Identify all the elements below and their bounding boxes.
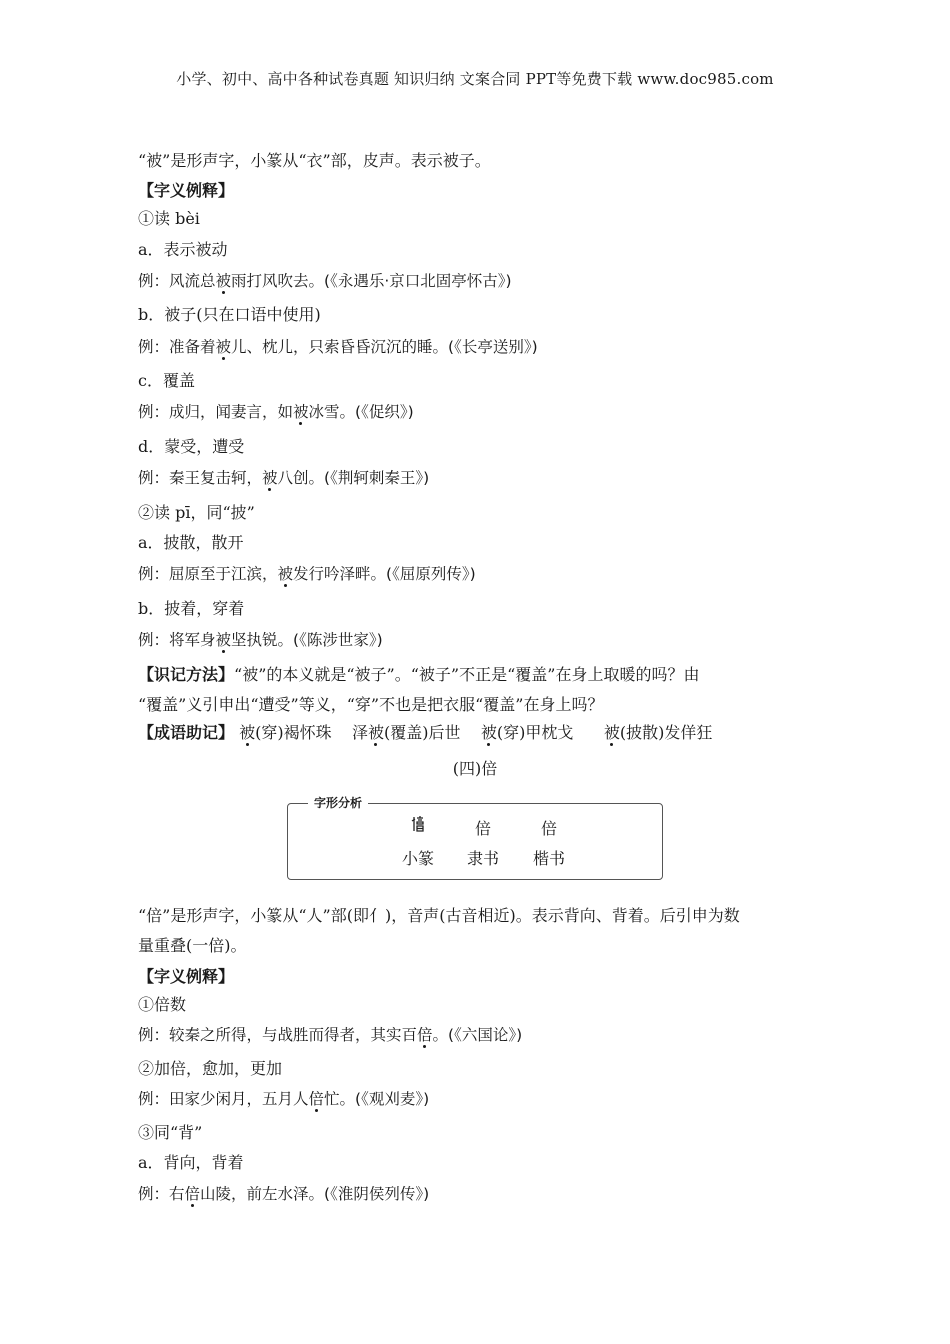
example-text: 八创。(《荆轲刺秦王》) — [277, 469, 430, 487]
page-header: 小学、初中、高中各种试卷真题 知识归纳 文案合同 PPT等免费下载 www.doc985.com — [176, 70, 774, 88]
bei-sense-b: b．被子(只在口语中使用) — [138, 305, 321, 324]
emphasis-char: 被 — [367, 723, 384, 742]
idiom-text: (覆盖)后世 — [384, 723, 461, 742]
emphasis-char: 被 — [293, 403, 309, 421]
bei-memory-line-2: “覆盖”义引申出“遭受”等义，“穿”不也是把衣服“覆盖”在身上吗？ — [138, 695, 604, 714]
example-text: 忙。(《观刈麦》) — [324, 1090, 430, 1108]
regular-script-label: 楷书 — [532, 849, 565, 868]
bei-example-c — [138, 401, 810, 423]
bei-reading-2: ②读 pī，同“披” — [138, 503, 255, 522]
pei-section-title: (四)倍 — [452, 759, 498, 778]
pei-sense-2: ②加倍，愈加，更加 — [138, 1059, 283, 1078]
example-text: 发行吟泽畔。(《屈原列传》) — [293, 565, 476, 583]
idiom-text: (披散)发佯狂 — [619, 723, 713, 742]
idiom — [352, 723, 461, 742]
pei-sense-3a: a．背向，背着 — [138, 1153, 244, 1172]
example-text: 例：秦王复击轲， — [138, 469, 263, 487]
emphasis-char: 被 — [215, 338, 232, 356]
glyph-analysis-box — [287, 796, 663, 880]
emphasis-char: 被 — [215, 631, 232, 649]
emphasis-char: 倍 — [417, 1026, 433, 1044]
idiom-text: 泽 — [351, 723, 368, 742]
example-text: 例：田家少闲月，五月人 — [138, 1090, 309, 1108]
example-text: 雨打风吹去。(《永遇乐·京口北固亭怀古》) — [231, 272, 512, 290]
clerical-script-label: 隶书 — [466, 849, 499, 868]
bei-pi-example-b — [138, 629, 810, 651]
idiom-label: 【成语助记】 — [138, 723, 235, 742]
idiom-text: (穿)甲枕戈 — [496, 723, 574, 742]
seal-script-label: 小篆 — [401, 849, 434, 868]
bei-idiom-line — [138, 722, 810, 744]
emphasis-char: 被 — [262, 469, 278, 487]
pei-intro-line-2: 量重叠(一倍)。 — [138, 936, 247, 955]
bei-reading-1: ①读 bèi — [138, 209, 200, 228]
bei-pi-sense-a: a．披散，散开 — [138, 533, 244, 552]
idiom — [239, 723, 332, 742]
bei-sense-c: c．覆盖 — [138, 371, 195, 390]
bei-example-d — [138, 467, 810, 489]
bei-example-b — [138, 336, 810, 358]
example-text: 儿、枕儿，只索昏昏沉沉的睡。(《长亭送别》) — [231, 338, 538, 356]
seal-script-glyph — [388, 816, 448, 836]
example-text: 例：将军身 — [138, 631, 216, 649]
bei-sense-d: d．蒙受，遭受 — [138, 437, 245, 456]
example-text: 例：屈原至于江滨， — [138, 565, 278, 583]
example-text: 山陵，前左水泽。(《淮阴侯列传》) — [200, 1185, 430, 1203]
clerical-script-glyph: 倍 — [474, 819, 491, 838]
idiom-text: (穿)褐怀珠 — [255, 723, 332, 742]
pei-example-1 — [138, 1024, 810, 1046]
example-text: 例：成归，闻妻言，如 — [138, 403, 294, 421]
bei-pi-example-a — [138, 563, 810, 585]
pei-example-3a — [138, 1183, 810, 1205]
pei-sense-3: ③同“背” — [138, 1123, 203, 1142]
bei-example-a — [138, 270, 810, 292]
bei-memory-line-1 — [138, 664, 810, 686]
bei-pi-sense-b: b．披着，穿着 — [138, 599, 245, 618]
emphasis-char: 被 — [603, 723, 620, 742]
idiom — [481, 723, 574, 742]
bei-meaning-heading: 【字义例释】 — [138, 181, 235, 200]
emphasis-char: 倍 — [308, 1090, 325, 1108]
example-text: 例：较秦之所得，与战胜而得者，其实百 — [138, 1026, 418, 1044]
idiom — [604, 723, 713, 742]
example-text: 例：风流总 — [138, 272, 216, 290]
example-text: 例：右 — [138, 1185, 185, 1203]
bei-intro: “被”是形声字，小篆从“衣”部，皮声。表示被子。 — [138, 151, 491, 170]
example-text: 。(《六国论》) — [432, 1026, 523, 1044]
example-text: 例：准备着 — [138, 338, 216, 356]
regular-script-glyph: 倍 — [540, 819, 557, 838]
glyph-box-title: 字形分析 — [308, 794, 368, 811]
memory-text: “被”的本义就是“被子”。“被子”不正是“覆盖”在身上取暖的吗？由 — [234, 665, 700, 684]
bei-sense-a: a．表示被动 — [138, 240, 228, 259]
pei-example-2 — [138, 1088, 810, 1110]
emphasis-char: 被 — [480, 723, 497, 742]
emphasis-char: 被 — [239, 723, 256, 742]
example-text: 坚执锐。(《陈涉世家》) — [231, 631, 383, 649]
memory-label: 【识记方法】 — [138, 665, 235, 684]
pei-intro-line-1: “倍”是形声字，小篆从“人”部(即亻)，音声(古音相近)。表示背向、背着。后引申为数 — [138, 906, 740, 925]
emphasis-char: 被 — [277, 565, 294, 583]
emphasis-char: 被 — [215, 272, 232, 290]
pei-meaning-heading: 【字义例释】 — [138, 967, 235, 986]
seal-script-icon — [411, 816, 425, 832]
pei-sense-1: ①倍数 — [138, 995, 187, 1014]
emphasis-char: 倍 — [184, 1185, 201, 1203]
example-text: 冰雪。(《促织》) — [308, 403, 414, 421]
